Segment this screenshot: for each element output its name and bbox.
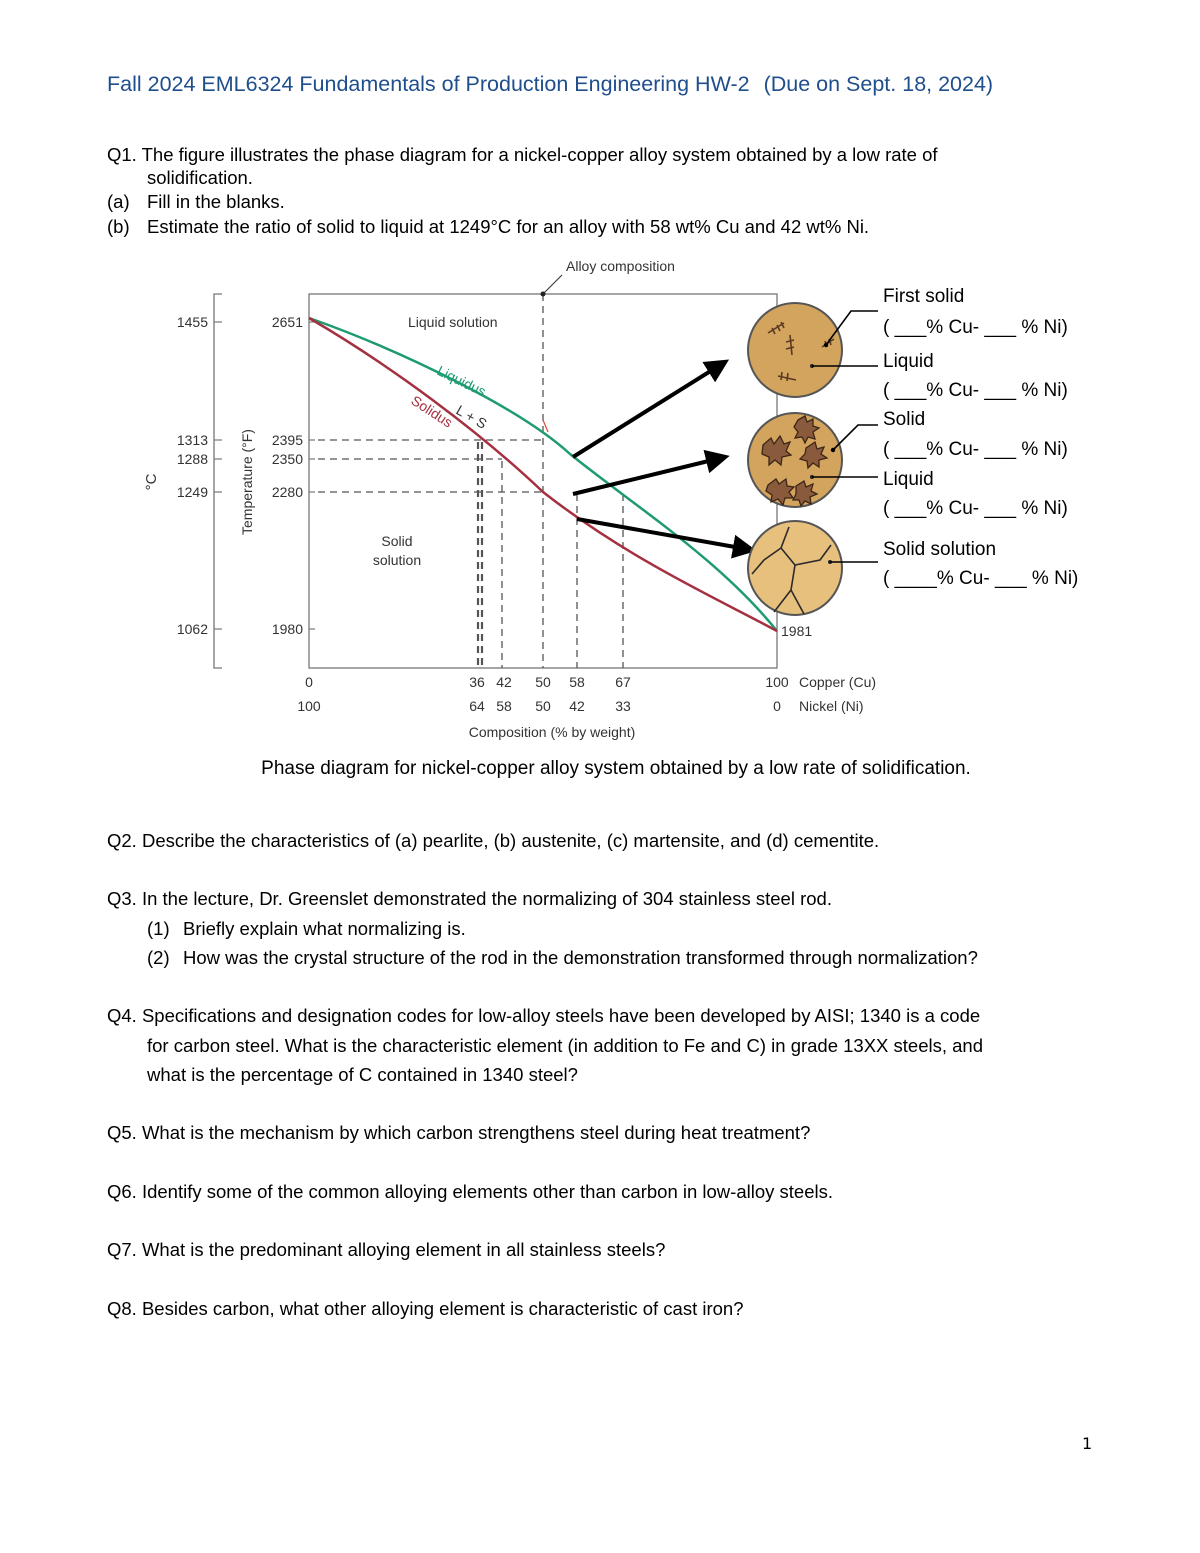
figure-caption: Phase diagram for nickel-copper alloy system obtained by a low rate of solidification. [261,758,971,779]
nickel-ticks [297,698,781,714]
solid-callout-label: Solid [883,409,926,430]
solid-label: Solid [381,533,413,549]
ni-tick: 64 [469,698,485,714]
q1-text-cont: solidification. [147,167,253,188]
celsius-tick-1288: 1288 [176,451,208,467]
solid-dot [831,448,835,452]
end-point-label: 1981 [781,623,813,639]
q4-text: Q4. Specifications and designation codes for low-alloy steels have been developed by AISI; 1340 is a code [107,1005,981,1026]
solidus-label: Solidus [408,392,456,431]
cu-tick: 67 [615,674,631,690]
due-date: (Due on Sept. 18, 2024) [763,72,994,96]
solid-blank: ( ___% Cu- ___ % Ni) [883,439,1068,460]
vertical-guides [478,294,623,668]
celsius-axis-label: °C [143,473,160,491]
ni-tick: 33 [615,698,631,714]
fahrenheit-tick-marks [309,322,315,629]
q8-text: Q8. Besides carbon, what other alloying element is characteristic of cast iron? [107,1298,744,1319]
cu-tick: 42 [496,674,512,690]
phase-diagram-figure [0,250,1200,750]
ni-tick: 0 [773,698,781,714]
cu-tick: 50 [535,674,551,690]
page-number: 1 [1082,1434,1093,1453]
celsius-tick-1249: 1249 [176,484,208,500]
alloy-composition-dot [541,292,546,297]
phase-diagram [0,250,1200,750]
fahrenheit-tick-2350: 2350 [271,451,303,467]
fahrenheit-tick-2651: 2651 [271,314,303,330]
alloy-composition-pointer [543,275,562,294]
fahrenheit-tick-2280: 2280 [271,484,303,500]
callout-arrows [573,362,752,550]
fahrenheit-tick-2395: 2395 [271,432,303,448]
composition-axis-label: Composition (% by weight) [468,724,636,740]
solid-solution-blank: ( ____% Cu- ___ % Ni) [883,568,1079,589]
liquid-label-2: Liquid [883,469,934,490]
ni-tick: 58 [496,698,512,714]
q3-text: Q3. In the lecture, Dr. Greenslet demonstrated the normalizing of 304 stainless steel rod. [107,888,832,909]
q1-part-b: Estimate the ratio of solid to liquid at 1249°C for an alloy with 58 wt% Cu and 42 wt% Ni. [147,216,870,237]
celsius-tick-1455: 1455 [176,314,208,330]
q1-part-b-label: (b) [107,216,130,237]
first-solid-blank: ( ___% Cu- ___ % Ni) [883,317,1068,338]
q3-part-2: How was the crystal structure of the rod in the demonstration transformed through normalization? [183,947,978,968]
solution-label: solution [372,552,422,568]
fahrenheit-tick-1980: 1980 [271,621,303,637]
title-text: Fall 2024 EML6324 Fundamentals of Production Engineering HW-2 [107,72,750,96]
liquid-blank-1: ( ___% Cu- ___ % Ni) [883,380,1068,401]
q1-text: Q1. The figure illustrates the phase diagram for a nickel-copper alloy system obtained by a low rate of [107,144,938,165]
cu-tick: 100 [765,674,789,690]
nickel-axis-label: Nickel (Ni) [799,698,864,714]
first-solid-dot [824,343,828,347]
q2-text: Q2. Describe the characteristics of (a) pearlite, (b) austenite, (c) martensite, and (d) cementite. [107,830,880,851]
celsius-bracket [214,294,222,668]
q1-part-a-label: (a) [107,191,130,212]
page-title [107,72,993,97]
cu-tick: 36 [469,674,485,690]
q3-part-2-label: (2) [147,947,170,968]
temperature-axis-label: Temperature (°F) [239,429,255,535]
q3-part-1-label: (1) [147,918,170,939]
cu-tick: 0 [305,674,313,690]
l-plus-s-label: L + S [453,401,490,432]
q4-text-cont: for carbon steel. What is the characteristic element (in addition to Fe and C) in grade 13XX steels, and [147,1035,984,1056]
alloy-composition-label: Alloy composition [566,258,675,274]
tie-line-mark [543,420,548,432]
q6-text: Q6. Identify some of the common alloying elements other than carbon in low-alloy steels. [107,1181,833,1202]
copper-axis-label: Copper (Cu) [799,674,877,690]
q5-text: Q5. What is the mechanism by which carbon strengthens steel during heat treatment? [107,1122,811,1143]
callout-labels [883,286,1078,589]
copper-ticks [305,674,789,690]
liquidus-label: Liquidus [434,362,489,400]
horizontal-guides [318,440,543,492]
celsius-tick-1062: 1062 [176,621,208,637]
q4-text-cont-2: what is the percentage of C contained in 1340 steel? [147,1064,578,1085]
microstructure-solid-liquid [748,413,842,507]
liquid-label-1: Liquid [883,351,934,372]
ni-tick: 50 [535,698,551,714]
q1-part-a: Fill in the blanks. [147,191,285,212]
q3-part-1: Briefly explain what normalizing is. [183,918,466,939]
celsius-tick-marks [214,322,222,629]
cu-tick: 58 [569,674,585,690]
liquid-solution-label: Liquid solution [408,314,498,330]
q7-text: Q7. What is the predominant alloying element in all stainless steels? [107,1239,666,1260]
ni-tick: 100 [297,698,321,714]
solid-solution-label: Solid solution [883,539,997,560]
liquid-blank-2: ( ___% Cu- ___ % Ni) [883,498,1068,519]
celsius-tick-1313: 1313 [176,432,208,448]
microstructure-first-solid [748,303,842,397]
microstructure-solid-solution [748,521,842,615]
ni-tick: 42 [569,698,585,714]
first-solid-label: First solid [883,286,965,307]
